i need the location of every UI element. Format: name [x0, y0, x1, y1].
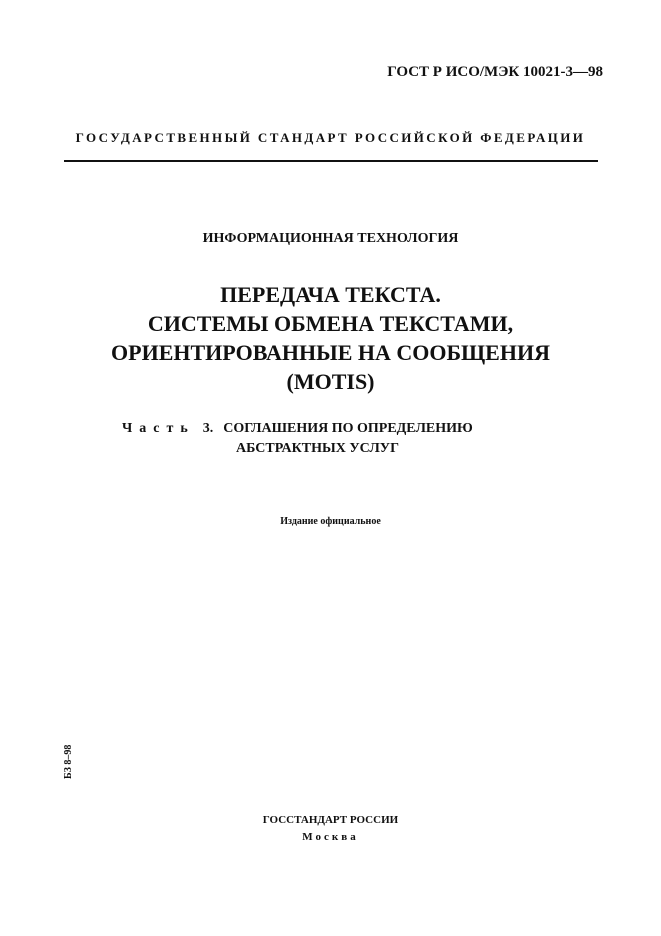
- title-line: ПЕРЕДАЧА ТЕКСТА.: [220, 282, 441, 307]
- document-title: [0, 280, 661, 396]
- title-line: ОРИЕНТИРОВАННЫЕ НА СООБЩЕНИЯ: [111, 340, 550, 365]
- publisher-name: ГОССТАНДАРТ РОССИИ: [262, 814, 399, 826]
- horizontal-rule: [64, 160, 598, 162]
- publisher-city: Москва: [302, 831, 359, 843]
- standard-number: ГОСТ Р ИСО/МЭК 10021-3—98: [387, 64, 603, 80]
- title-line: (MOTIS): [286, 369, 375, 394]
- topic-heading: ИНФОРМАЦИОННАЯ ТЕХНОЛОГИЯ: [202, 231, 459, 246]
- part-label: Часть: [122, 421, 195, 436]
- organization-heading: ГОСУДАРСТВЕННЫЙ СТАНДАРТ РОССИЙСКОЙ ФЕДЕРАЦИИ: [75, 130, 586, 145]
- part-title-continuation: АБСТРАКТНЫХ УСЛУГ: [236, 441, 399, 456]
- title-line: СИСТЕМЫ ОБМЕНА ТЕКСТАМИ,: [147, 311, 514, 336]
- part-title-line: СОГЛАШЕНИЯ ПО ОПРЕДЕЛЕНИЮ: [223, 421, 473, 436]
- side-code: БЗ 8–98: [63, 744, 74, 779]
- part-heading: [122, 419, 473, 459]
- part-number: 3.: [202, 421, 214, 436]
- edition-note: Издание официальное: [280, 516, 381, 527]
- part-row: [122, 419, 473, 439]
- publisher-block: [0, 812, 661, 846]
